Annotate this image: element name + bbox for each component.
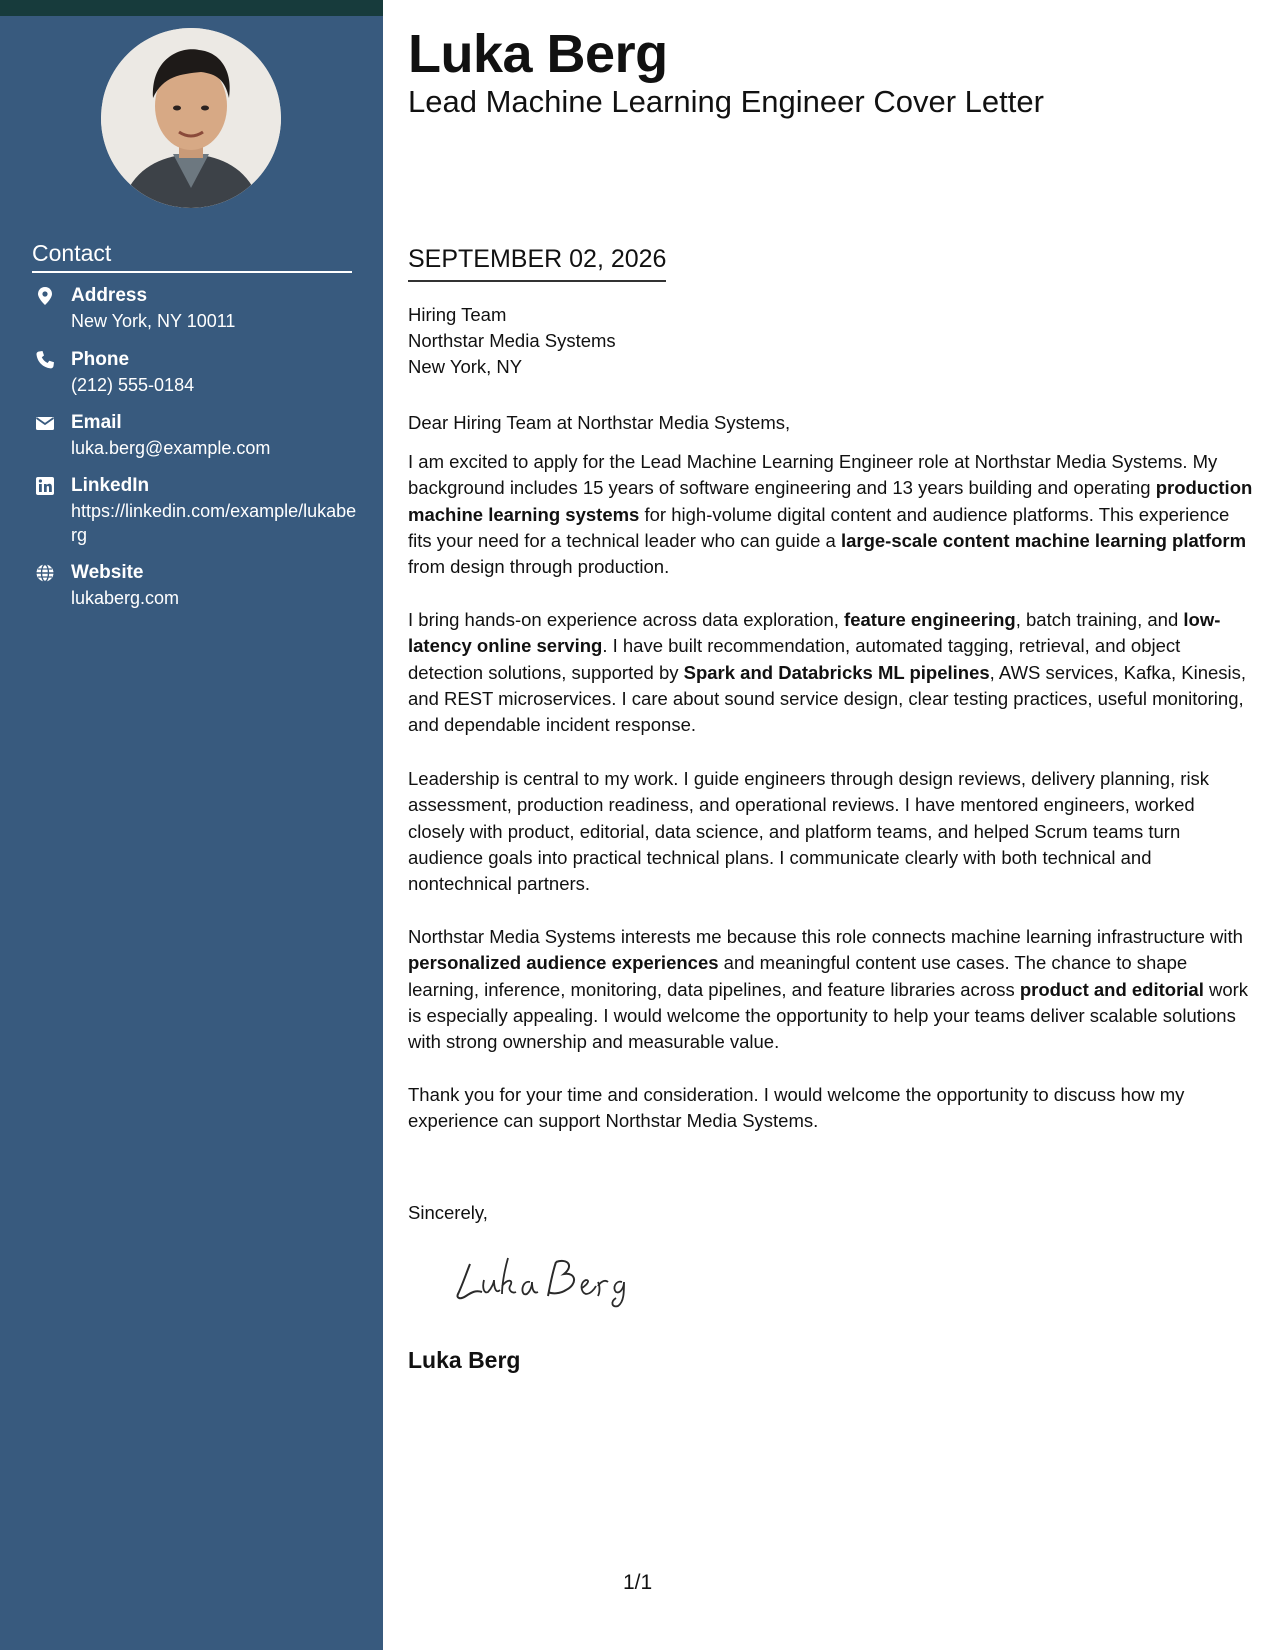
contact-heading: Contact: [32, 240, 352, 273]
document-subtitle: Lead Machine Learning Engineer Cover Letter: [408, 84, 1044, 119]
emphasized-text: product and editorial: [1019, 978, 1204, 1000]
contact-website-value[interactable]: lukaberg.com: [71, 588, 180, 608]
profile-photo: [101, 28, 281, 208]
body-paragraph: [408, 766, 1253, 897]
recipient-line: New York, NY: [408, 356, 523, 377]
location-pin-icon: [35, 286, 55, 306]
paragraph-text: Leadership is central to my work. I guide engineers through design reviews, delivery planning, risk assessment, production readiness, and operational reviews. I have mentored engineers, worked closely with product, editorial, data science, and platform teams, and helped Scrum teams turn audience goals into practical technical plans. I communicate clearly with both technical and nontechnical partners.: [408, 768, 1210, 895]
letter-body: [408, 0, 1253, 1650]
contact-phone-value: (212) 555-0184: [71, 375, 195, 395]
sidebar: [0, 16, 383, 1650]
letter-date: SEPTEMBER 02, 2026: [408, 242, 666, 282]
emphasized-text: Spark and Databricks ML pipelines: [683, 661, 990, 683]
body-paragraph: [408, 607, 1253, 738]
paragraph-text: and meaningful content use cases. The chance to shape learning, inference, monitoring, data pipelines, and feature libraries across: [408, 952, 1188, 1000]
contact-address-label: Address: [71, 285, 148, 306]
contact-linkedin-value[interactable]: https://linkedin.com/example/lukaberg: [71, 501, 357, 545]
contact-website-label: Website: [71, 562, 144, 583]
body-paragraph: [408, 449, 1253, 580]
emphasized-text: production machine learning systems: [408, 477, 1253, 525]
recipient-line: Northstar Media Systems: [408, 330, 616, 351]
phone-icon: [35, 350, 55, 370]
paragraph-text: , batch training, and: [1015, 609, 1184, 630]
recipient-line: Hiring Team: [408, 304, 507, 325]
recipient-block: [408, 302, 616, 380]
handwritten-signature: [452, 1250, 642, 1319]
paragraph-text: , AWS services, Kafka, Kinesis, and REST microservices. I care about sound service design, clear testing practices, useful monitoring, and dependable incident response.: [408, 661, 1247, 736]
paragraph-text: from design through production.: [408, 556, 670, 578]
contact-email-label: Email: [71, 412, 122, 433]
emphasized-text: personalized audience experiences: [408, 952, 719, 974]
signoff-name: Luka Berg: [408, 1347, 521, 1373]
paragraph-text: work is especially appealing. I would welcome the opportunity to help your teams deliver scalable solutions with strong ownership and measurable value.: [408, 978, 1249, 1053]
paragraph-text: I bring hands-on experience across data exploration,: [408, 609, 845, 630]
contact-phone-label: Phone: [71, 349, 130, 370]
globe-icon: [35, 563, 55, 583]
emphasized-text: large-scale content machine learning platform: [840, 529, 1247, 551]
contact-address-value: New York, NY 10011: [71, 311, 236, 331]
contact-linkedin-label: LinkedIn: [71, 475, 150, 496]
paragraph-text: Northstar Media Systems interests me because this role connects machine learning infrastructure with: [408, 926, 1243, 947]
paragraph-text: Thank you for your time and consideration. I would welcome the opportunity to discuss how my experience can support Northstar Media Systems.: [408, 1084, 1185, 1132]
salutation: Dear Hiring Team at Northstar Media Systems,: [408, 412, 791, 433]
body-paragraph: [408, 924, 1253, 1055]
body-paragraph: [408, 1082, 1253, 1135]
page-number: 1/1: [623, 1571, 653, 1594]
closing: Sincerely,: [408, 1202, 488, 1223]
paragraph-text: for high-volume digital content and audience platforms. This experience fits your need for a technical leader who can guide a: [408, 503, 1230, 551]
sidebar-top-strip: [0, 0, 383, 16]
applicant-name: Luka Berg: [408, 24, 668, 84]
emphasized-text: feature engineering: [844, 609, 1016, 630]
envelope-icon: [35, 413, 55, 433]
contact-email-value[interactable]: luka.berg@example.com: [71, 438, 271, 458]
linkedin-icon: [35, 476, 55, 496]
emphasized-text: low-latency online serving: [408, 609, 1221, 657]
paragraph-text: I am excited to apply for the Lead Machine Learning Engineer role at Northstar Media Systems. My background includes 15 years of software engineering and 13 years building and operating: [408, 451, 1218, 499]
paragraph-text: . I have built recommendation, automated tagging, retrieval, and object detection solutions, supported by: [408, 635, 1181, 683]
